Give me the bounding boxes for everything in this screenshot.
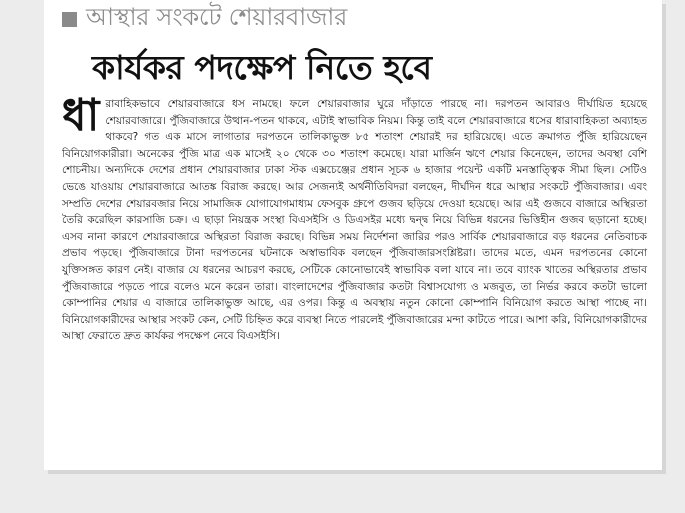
kicker-text: আস্থার সংকটে শেয়ারবাজার [86,3,347,31]
square-bullet-icon [62,12,77,27]
article-body [62,90,647,345]
headline: কার্যকর পদক্ষেপ নিতে হবে [92,48,432,87]
drop-cap: ধা [62,90,100,141]
article-text: রাবাহিকভাবে শেয়ারবাজারে ধস নামছে। ফলে শেয়ারবাজার ঘুরে দাঁড়াতে পারছে না। দরপতন আবারও দীর্ঘায়িত হয়েছে শেয়ারবাজারে। পুঁজিবাজারে উত্থান-পতন থাকবে, এটাই স্বাভাবিক নিয়ম। কিন্তু তাই বলে শেয়ারবাজারে ধসের ধারাবাহিকতা অব্যাহত থাকবে? গত এক মাসে লাগাতার দরপতনে তালিকাভুক্ত ৮৫ শতাংশ শেয়ারই দর হারিয়েছে। এতে ক্রমাগত পুঁজি হারিয়েছেন বিনিয়োগকারীরা। অনেকের পুঁজি মাত্র এক মাসেই ২০ থেকে ৩০ শতাংশ কমেছে। যারা মার্জিন ঋণে শেয়ার কিনেছেন, তাদের অবস্থা বেশি শোচনীয়। অন্যদিকে দেশের প্রধান শেয়ারবাজার ঢাকা স্টক এক্সচেঞ্জের প্রধান সূচক ৬ হাজার পয়েন্ট একটি মনস্তাত্ত্বিক সীমা ছিল। সেটিও ভেঙে যাওয়ায় শেয়ারবাজারে আতঙ্ক বিরাজ করছে। আর সেজন্যই অর্থনীতিবিদরা বলছেন, দীর্ঘদিন ধরে আস্থার সংকটে পুঁজিবাজার। এবং সম্প্রতি দেশের শেয়ারবজার নিয়ে সামাজিক যোগাযোগমাধ্যম ফেসবুক গ্রুপে গুজব ছড়িয়ে দেওয়া হয়েছে। আর এই গুজবে বাজারে অস্থিরতা তৈরি করেছিল কারসাজি চক্র। এ ছাড়া নিয়ন্ত্রক সংস্থা বিএসইসি ও ডিএসইর মধ্যে দ্বন্দ্ব নিয়ে বিভিন্ন ধরনের ভিত্তিহীন গুজব ছড়ানো হচ্ছে। এসব নানা কারণে শেয়ারবাজারে অস্থিরতা বিরাজ করছে। বিভিন্ন সময় নির্দেশনা জারির পরও সার্বিক শেয়ারবাজারে বড় ধরনের নেতিবাচক প্রভাব পড়ছে। পুঁজিবাজারে টানা দরপতনের ঘটনাকে অস্বাভাবিক বলছেন পুঁজিবাজারসংশ্লিষ্টরা। তাদের মতে, এমন দরপতনের কোনো যুক্তিসঙ্গত কারণ নেই। বাজার যে ধরনের আচরণ করছে, সেটিকে কোনোভাবেই স্বাভাবিক বলা যাবে না। তবে ব্যাংক খাতের অস্থিরতার প্রভাব পুঁজিবাজারে পড়তে পারে বলেও মনে করেন তারা। বাংলাদেশের পুঁজিবাজার কতটা বিশ্বাসযোগ্য ও মজবুত, তা নির্ভর করবে কতটা ভালো কোম্পানির শেয়ার এ বাজারে তালিকাভুক্ত আছে, এর ওপর। কিন্তু এ অবস্থায় নতুন কোনো কোম্পানি বিনিয়োগ করতে আস্থা পাচ্ছে না। বিনিয়োগকারীদের আস্থার সংকট কেন, সেটি চিহ্নিত করে ব্যবস্থা নিতে পারলেই পুঁজিবাজারের মন্দা কাটতে পারে। আশা করি, বিনিয়োগকারীদের আস্থা ফেরাতে দ্রুত কার্যকর পদক্ষেপ নেবে বিএসইসি। [62,98,647,343]
kicker-line [62,4,347,34]
